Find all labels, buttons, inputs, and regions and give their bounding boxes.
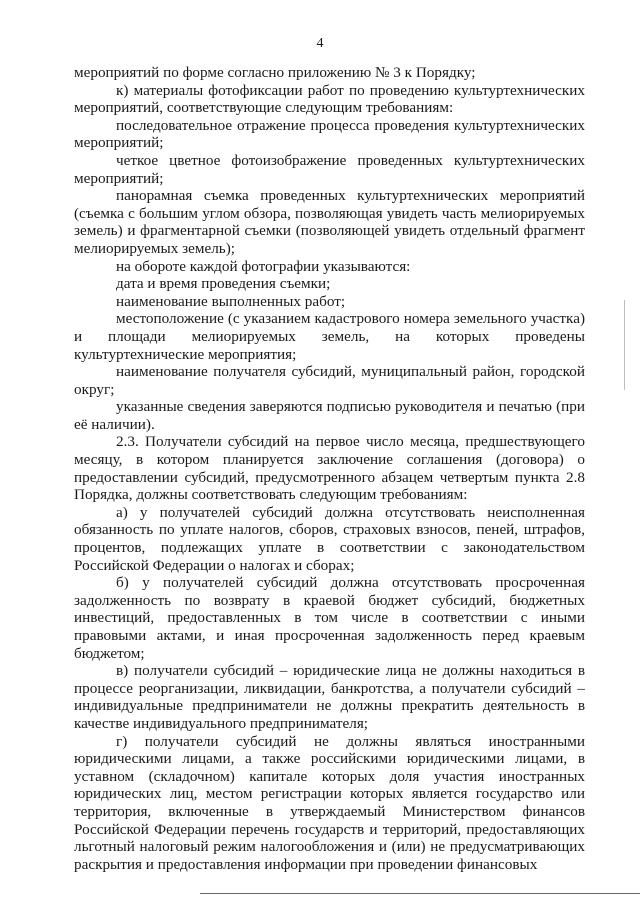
paragraph-item-b: б) у получателей субсидий должна отсутствовать просроченная задолженность по возврату в краевой бюджет субсидий, бюджетных инвестиций, предоставленных в том числе в соответствии с иными правовыми актами, и иная просроченная задолженность перед краевым бюджетом; — [74, 574, 585, 662]
paragraph-photo-detail: дата и время проведения съемки; — [116, 275, 331, 293]
paragraph-item-a: а) у получателей субсидий должна отсутствовать неисполненная обязанность по уплате налогов, сборов, страховых взносов, пеней, штрафов, процентов, подлежащих уплате в соответствии с законодательством Российской Федерации о налогах и сборах; — [74, 503, 585, 574]
paragraph-requirement: последовательное отражение процесса проведения культуртехнических мероприятий; — [74, 116, 585, 152]
scan-edge-mark — [624, 300, 625, 390]
paragraph-item-g: г) получатели субсидий не должны являться иностранными юридическими лицами, а также российскими юридическими лицами, в уставном (складочном) капитале которых доля участия иностранных юридических лиц, местом регистрации которых является государство или территория, включенные в утверждаемый Министерством финансов Российской Федерации перечень государств и территорий, предоставляющих льготный налоговый режим налогообложения и (или) не предусматривающих раскрытия и предоставления информации при проведении финансовых — [74, 732, 585, 873]
paragraph-requirement: панорамная съемка проведенных культуртехнических мероприятий (съемка с большим углом обзора, позволяющая увидеть часть мелиорируемых земель) и фрагментарной съемки (позволяющей увидеть отдельный фрагмент мелиорируемых земель); — [74, 187, 585, 257]
paragraph-photo-detail: наименование получателя субсидий, муниципальный район, городской округ; — [74, 363, 585, 398]
paragraph-item-v: в) получатели субсидий – юридические лица не должны находиться в процессе реорганизации, ликвидации, банкротства, а получатели субсидий – индивидуальные предприниматели не должны прекратить деятельность в качестве индивидуального предпринимателя; — [74, 662, 585, 732]
paragraph-section-2-3: 2.3. Получатели субсидий на первое число месяца, предшествующего месяцу, в котором планируется заключение соглашения (договора) о предоставлении субсидий, предусмотренного абзацем четвертым пункта 2.8 Порядка, должны соответствовать следующим требованиям: — [74, 433, 585, 504]
document-body — [74, 64, 585, 873]
paragraph-photo-detail: наименование выполненных работ; — [116, 292, 346, 310]
paragraph-continuation: мероприятий по форме согласно приложению № 3 к Порядку; — [74, 64, 476, 81]
paragraph-photo-detail: местоположение (с указанием кадастрового номера земельного участка) и площади мелиорируемых земель, на которых проведены культуртехнические мероприятия; — [74, 310, 585, 363]
paragraph-requirement: четкое цветное фотоизображение проведенных культуртехнических мероприятий; — [74, 151, 585, 187]
paragraph-certification: указанные сведения заверяются подписью руководителя и печатью (при её наличии). — [74, 398, 585, 433]
paragraph-photo-back: на обороте каждой фотографии указываются: — [116, 257, 411, 275]
paragraph-item-k: к) материалы фотофиксации работ по проведению культуртехнических мероприятий, соответствующие следующим требованиям: — [74, 81, 585, 117]
scan-bottom-rule — [200, 893, 640, 894]
page-number: 4 — [316, 36, 324, 51]
